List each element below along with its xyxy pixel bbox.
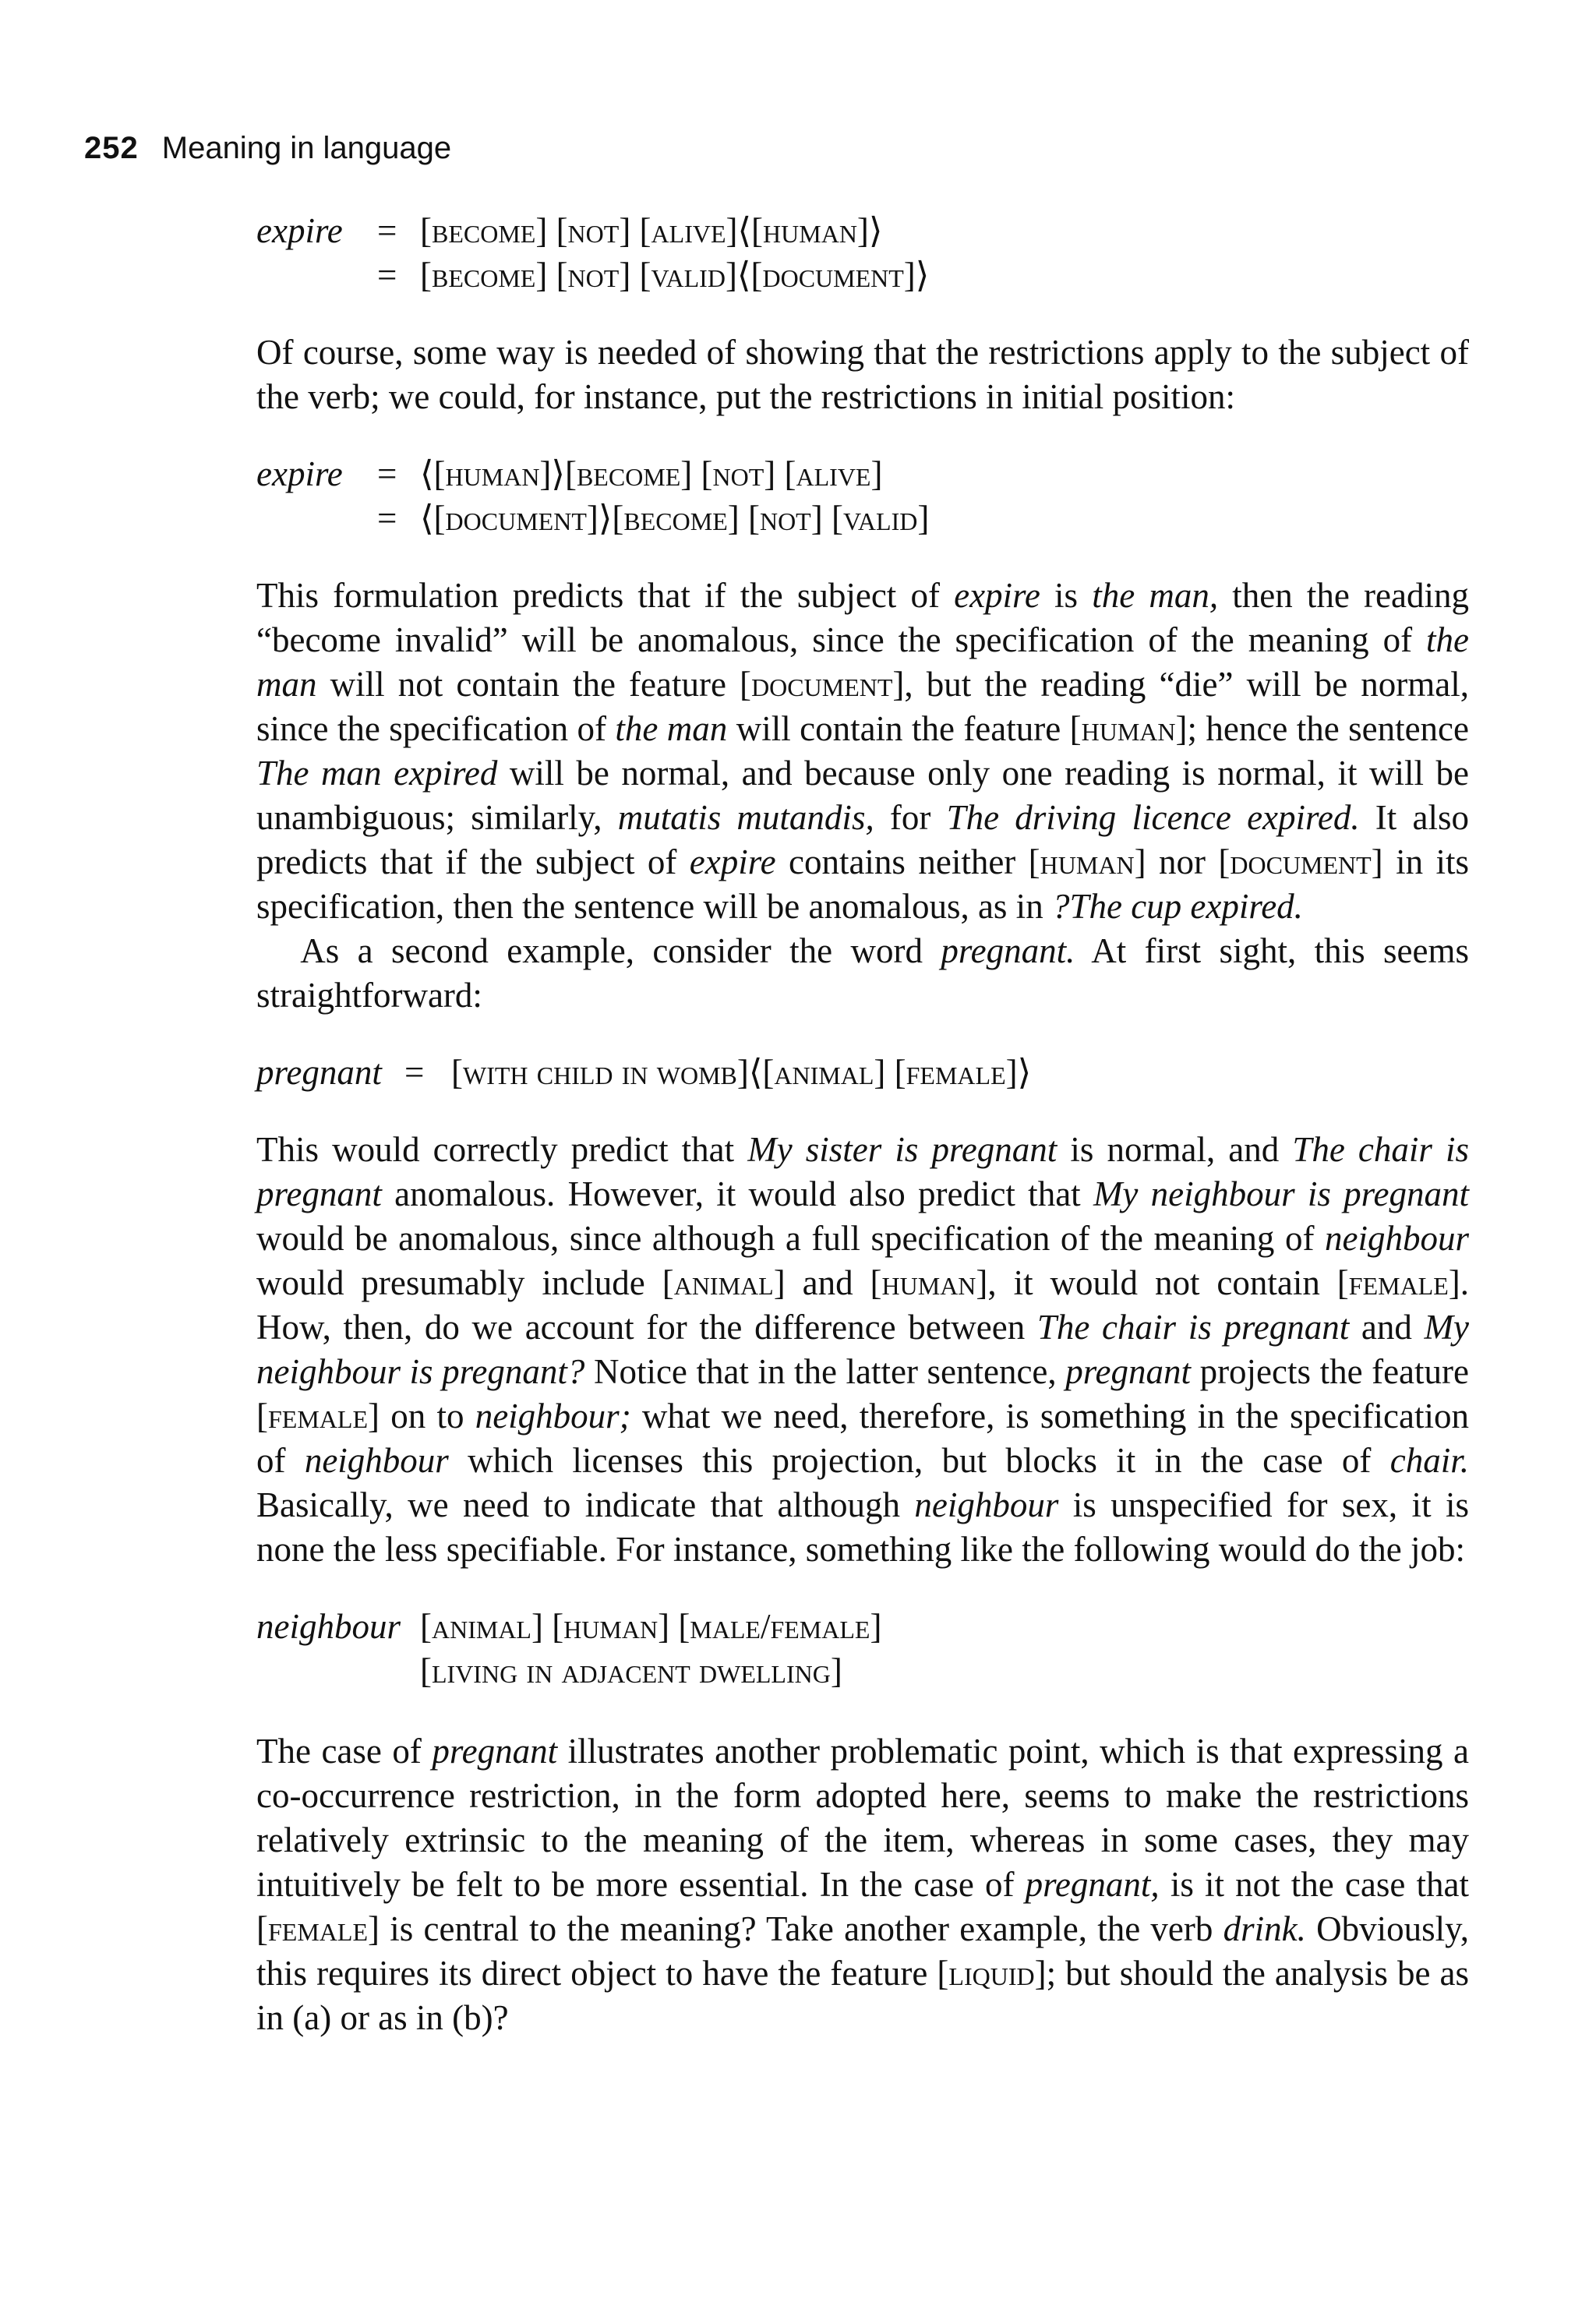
paragraph: This formulation predicts that if the subject of expire is the man, then the reading “become invalid” will be anomalous, since the specification of the meaning of the man will not contain the feature [document], but the reading “die” will be normal, since the specification of the man will contain the feature [human]; hence the sentence The man expired will be normal, and because only one reading is normal, it will be unambiguous; similarly, mutatis mutandis, for The driving licence expired. It also predicts that if the subject of expire contains neither [human] nor [document] in its specification, then the sentence will be anomalous, as in ?The cup expired. [256,576,1470,926]
formula-expire-restrictions-initial [256,452,1469,541]
formula-pregnant [256,1051,1469,1095]
formula-line: [living in adjacent dwelling] [420,1651,842,1690]
formula-neighbour [256,1605,1469,1693]
running-title: Meaning in language [161,131,452,165]
formula-headword: neighbour [256,1607,401,1646]
formula-equals: = [377,454,397,493]
paragraph: This would correctly predict that My sister is pregnant is normal, and The chair is pregnant anomalous. However, it would also predict that My neighbour is pregnant would be anomalous, since although a full specification of the meaning of neighbour would presumably include [animal] and [human], it would not contain [female]. How, then, do we account for the difference between The chair is pregnant and My neighbour is pregnant? Notice that in the latter sentence, pregnant projects the feature [female] on to neighbour; what we need, therefore, is something in the specification of neighbour which licenses this projection, but blocks it in the case of chair. Basically, we need to indicate that although neighbour is unspecified for sex, it is none the less specifiable. For instance, something like the following would do the job: [256,1130,1470,1569]
formula-line: ⟨[human]⟩[become] [not] [alive] [420,454,883,493]
formula-headword: pregnant [256,1053,382,1092]
formula-equals: = [377,499,397,538]
formula-headword: expire [256,454,343,493]
formula-line: [become] [not] [valid]⟨[document]⟩ [420,256,930,295]
formula-line: [become] [not] [alive]⟨[human]⟩ [420,211,883,250]
running-header [84,131,451,166]
paragraph: As a second example, consider the word pregnant. At first sight, this seems straightforward: [256,931,1469,1015]
formula-equals: = [404,1053,425,1092]
paragraph: The case of pregnant illustrates another problematic point, which is that expressing a co-occurrence restriction, in the form adopted here, seems to make the restrictions relatively extrinsic to the meaning of the item, whereas in some cases, they may intuitively be felt to be more essential. In the case of pregnant, is it not the case that [female] is central to the meaning? Take another example, the verb drink. Obviously, this requires its direct object to have the feature [liquid]; but should the analysis be as in (a) or as in (b)? [256,1732,1470,2037]
page-number: 252 [84,131,139,165]
formula-line: [with child in womb]⟨[animal] [female]⟩ [451,1053,1032,1092]
formula-line: [animal] [human] [male/female] [420,1607,882,1646]
formula-expire-restrictions-final [256,209,1469,298]
formula-equals: = [377,256,397,295]
formula-line: ⟨[document]⟩[become] [not] [valid] [420,499,930,538]
formula-equals: = [377,211,397,250]
page-body [256,209,1469,2040]
paragraph: Of course, some way is needed of showing that the restrictions apply to the subject of the verb; we could, for instance, put the restrictions in initial position: [256,333,1469,416]
formula-headword: expire [256,211,343,250]
